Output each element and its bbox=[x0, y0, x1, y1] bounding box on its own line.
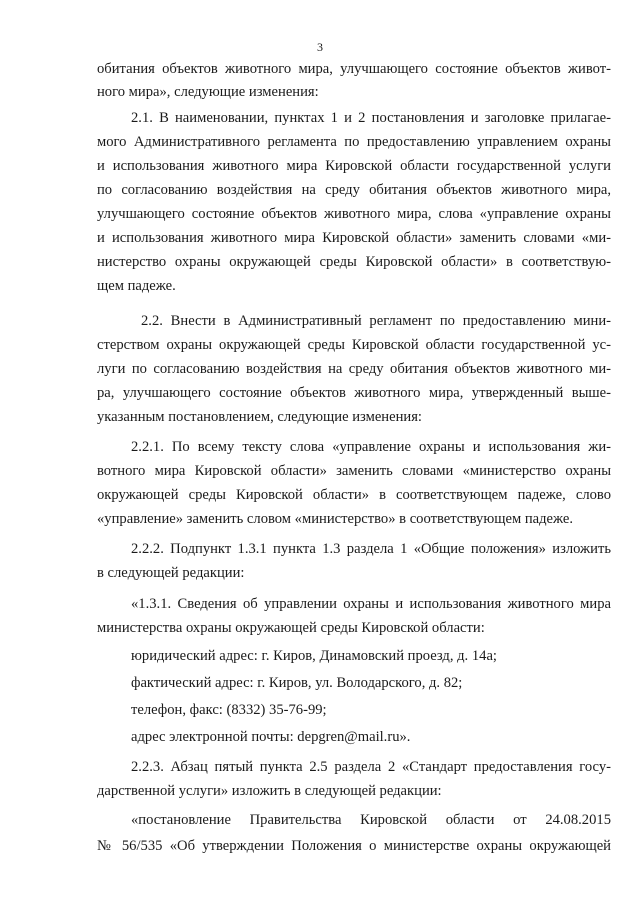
text-line: № 56/535 «Об утверждении Положения о министерстве охраны окружающей bbox=[97, 838, 611, 854]
text-line: окружающей среды Кировской области» в соответствующем падеже, слово bbox=[97, 487, 611, 503]
text-line: мого Административного регламента по предоставлению управлением охраны bbox=[97, 134, 611, 150]
text-line: «управление» заменить словом «министерство» в соответствующем падеже. bbox=[97, 511, 574, 527]
text-line: адрес электронной почты: depgren@mail.ru». bbox=[131, 729, 411, 745]
text-line: по согласованию воздействия на среду обитания объектов животного мира, bbox=[97, 182, 611, 198]
text-line: обитания объектов животного мира, улучшающего состояние объектов живот- bbox=[97, 61, 611, 77]
paragraph-start-line: «постановление Правительства Кировской области от 24.08.2015 bbox=[131, 812, 611, 828]
paragraph-start-line: 2.2. Внести в Административный регламент по предоставлению мини- bbox=[141, 313, 611, 329]
text-line: ра, улучшающего состояние объектов животного мира, утвержденный выше- bbox=[97, 385, 611, 401]
text-line: юридический адрес: г. Киров, Динамовский проезд, д. 14а; bbox=[131, 648, 497, 664]
text-line: в следующей редакции: bbox=[97, 565, 245, 581]
text-line: и использования животного мира Кировской области государственной услуги bbox=[97, 158, 611, 174]
text-line: луги по согласованию воздействия на среду обитания объектов животного ми- bbox=[97, 361, 611, 377]
page-number: 3 bbox=[317, 40, 323, 54]
text-line: стерством охраны окружающей среды Кировской области государственной ус- bbox=[97, 337, 611, 353]
text-line: указанным постановлением, следующие изменения: bbox=[97, 409, 422, 425]
text-line: фактический адрес: г. Киров, ул. Володарского, д. 82; bbox=[131, 675, 463, 691]
text-line: дарственной услуги» изложить в следующей редакции: bbox=[97, 783, 442, 799]
text-line: щем падеже. bbox=[97, 278, 176, 294]
text-line: и использования животного мира Кировской области» заменить словами «ми- bbox=[97, 230, 611, 246]
text-line: министерства охраны окружающей среды Кировской области: bbox=[97, 620, 485, 636]
text-line: вотного мира Кировской области» заменить словами «министерство охраны bbox=[97, 463, 611, 479]
paragraph-start-line: «1.3.1. Сведения об управлении охраны и использования животного мира bbox=[131, 596, 611, 612]
text-line: телефон, факс: (8332) 35-76-99; bbox=[131, 702, 327, 718]
text-line: улучшающего состояние объектов животного мира, слова «управление охраны bbox=[97, 206, 611, 222]
paragraph-start-line: 2.2.2. Подпункт 1.3.1 пункта 1.3 раздела 1 «Общие положения» изложить bbox=[131, 541, 611, 557]
paragraph-start-line: 2.2.3. Абзац пятый пункта 2.5 раздела 2 «Стандарт предоставления госу- bbox=[131, 759, 611, 775]
text-line: нистерство охраны окружающей среды Кировской области» в соответствую- bbox=[97, 254, 611, 270]
text-line: ного мира», следующие изменения: bbox=[97, 84, 319, 100]
paragraph-start-line: 2.2.1. По всему тексту слова «управление охраны и использования жи- bbox=[131, 439, 611, 455]
paragraph-start-line: 2.1. В наименовании, пунктах 1 и 2 постановления и заголовке прилагае- bbox=[131, 110, 611, 126]
